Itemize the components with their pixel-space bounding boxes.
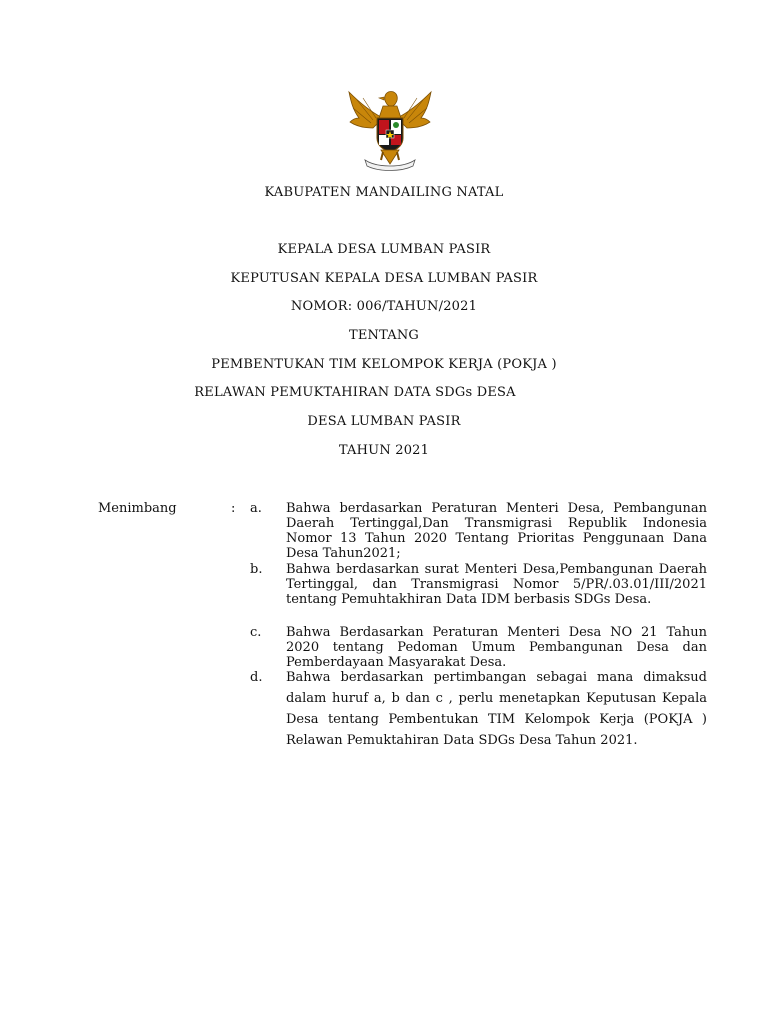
village-line: DESA LUMBAN PASIR xyxy=(307,414,461,429)
decree-title: KEPUTUSAN KEPALA DESA LUMBAN PASIR xyxy=(230,271,538,286)
office-heading: KEPALA DESA LUMBAN PASIR xyxy=(277,242,491,257)
item-letter-a: a. xyxy=(250,501,262,516)
item-text-c: Bahwa Berdasarkan Peraturan Menteri Desa NO 21 Tahun 2020 tentang Pedoman Umum Pembangunan Desa dan Pemberdayaan Masyarakat Desa. xyxy=(286,625,707,670)
item-text-b: Bahwa berdasarkan surat Menteri Desa,Pembangunan Daerah Tertinggal, dan Transmigrasi Nomor 5/PR/.03.01/III/2021 tentang Pemuhtakhiran Data IDM berbasis SDGs Desa. xyxy=(286,562,707,607)
subject-line-2: RELAWAN PEMUKTAHIRAN DATA SDGs DESA xyxy=(194,385,516,400)
garuda-emblem-icon xyxy=(343,88,437,174)
considering-colon: : xyxy=(231,501,236,516)
considering-label: Menimbang xyxy=(98,501,177,516)
item-letter-c: c. xyxy=(250,625,262,640)
item-text-d: Bahwa berdasarkan pertimbangan sebagai mana dimaksud dalam huruf a, b dan c , perlu menetapkan Keputusan Kepala Desa tentang Pembentukan TIM Kelompok Kerja (POKJA ) Relawan Pemuktahiran Data SDGs Desa Tahun 2021. xyxy=(286,670,707,748)
item-letter-b: b. xyxy=(250,562,263,577)
subject-line-1: PEMBENTUKAN TIM KELOMPOK KERJA (POKJA ) xyxy=(211,357,557,372)
about-heading: TENTANG xyxy=(348,328,420,343)
year-line: TAHUN 2021 xyxy=(338,443,430,458)
item-text-a: Bahwa berdasarkan Peraturan Menteri Desa, Pembangunan Daerah Tertinggal,Dan Transmigrasi Republik Indonesia Nomor 13 Tahun 2020 Tentang Prioritas Penggunaan Dana Desa Tahun2021; xyxy=(286,501,707,561)
decree-number: NOMOR: 006/TAHUN/2021 xyxy=(290,299,478,314)
item-letter-d: d. xyxy=(250,670,263,685)
regency-heading: KABUPATEN MANDAILING NATAL xyxy=(264,185,504,200)
